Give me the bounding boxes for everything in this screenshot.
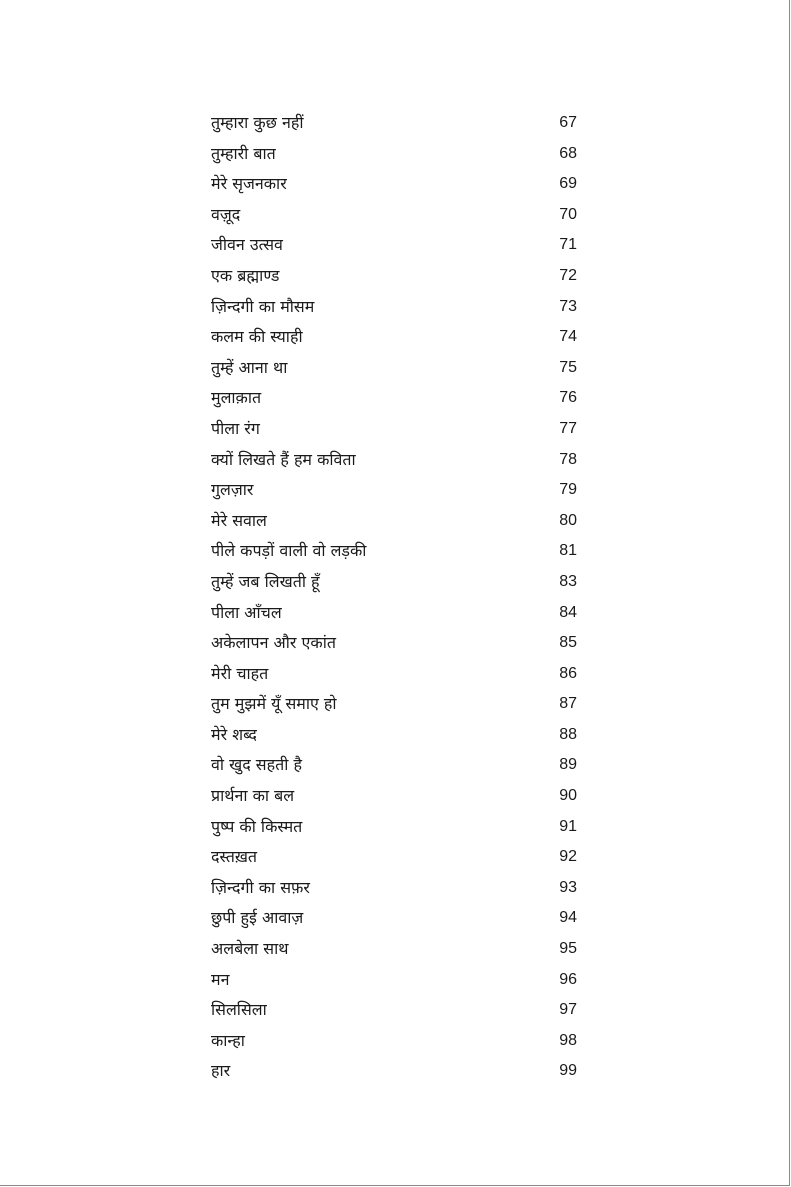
toc-entry [211, 200, 577, 231]
toc-entry [211, 812, 577, 843]
toc-entry-page-number: 75 [559, 358, 577, 376]
toc-entry-title: अकेलापन और एकांत [211, 633, 336, 653]
toc-entry [211, 383, 577, 414]
toc-entry [211, 322, 577, 353]
toc-entry-title: एक ब्रह्माण्ड [211, 265, 280, 285]
toc-entry [211, 995, 577, 1026]
toc-entry [211, 781, 577, 812]
toc-entry [211, 903, 577, 934]
toc-entry-title: तुम्हें आना था [211, 357, 288, 377]
toc-entry-page-number: 70 [559, 205, 577, 223]
toc-entry-page-number: 67 [559, 114, 577, 131]
toc-entry-page-number: 99 [559, 1062, 577, 1080]
toc-entry-page-number: 71 [559, 236, 577, 254]
toc-entry [211, 1026, 577, 1057]
toc-entry-title: दस्तख़त [211, 847, 258, 867]
toc-entry-title: मेरे सृजनकार [211, 174, 287, 194]
toc-entry-page-number: 78 [559, 450, 577, 468]
toc-entry-title: गुलज़ार [211, 480, 254, 500]
toc-entry-title: अलबेला साथ [211, 939, 289, 959]
toc-entry [211, 567, 577, 598]
toc-entry-title: कान्हा [211, 1030, 245, 1050]
toc-entry-title: ज़िन्दगी का मौसम [211, 296, 315, 316]
toc-entry-title: ज़िन्दगी का सफ़र [211, 877, 310, 897]
toc-entry [211, 292, 577, 323]
toc-entry-title: पीला आँचल [211, 602, 282, 622]
toc-entry-title: तुम मुझमें यूँ समाए हो [211, 694, 337, 714]
toc-entry [211, 965, 577, 996]
toc-entry [211, 873, 577, 904]
toc-entry [211, 536, 577, 567]
toc-entry [211, 842, 577, 873]
toc-entry-title: सिलसिला [211, 1000, 267, 1020]
toc-entry [211, 169, 577, 200]
toc-entry-title: मन [211, 969, 230, 989]
toc-entry [211, 750, 577, 781]
toc-entry-page-number: 91 [559, 817, 577, 835]
toc-entry-title: क्यों लिखते हैं हम कविता [211, 449, 356, 469]
toc-entry-title: तुम्हारा कुछ नहीं [211, 113, 304, 132]
toc-entry-title: मेरे सवाल [211, 510, 267, 530]
toc-entry [211, 261, 577, 292]
toc-entry-page-number: 89 [559, 756, 577, 774]
toc-entry-title: मेरे शब्द [211, 724, 257, 744]
toc-entry-page-number: 95 [559, 940, 577, 958]
toc-entry [211, 934, 577, 965]
toc-entry-page-number: 83 [559, 572, 577, 590]
toc-entry [211, 475, 577, 506]
toc-entry-title: हार [211, 1061, 231, 1081]
toc-entry [211, 506, 577, 537]
toc-entry [211, 659, 577, 690]
toc-entry [211, 414, 577, 445]
toc-entry-page-number: 86 [559, 664, 577, 682]
toc-entry-page-number: 98 [559, 1031, 577, 1049]
toc-entry-page-number: 90 [559, 787, 577, 805]
toc-entry-title: वज़ूद [211, 204, 241, 224]
toc-entry [211, 689, 577, 720]
toc-entry-page-number: 92 [559, 848, 577, 866]
toc-entry [211, 445, 577, 476]
toc-entry-title: प्रार्थना का बल [211, 786, 295, 806]
toc-entry-page-number: 97 [559, 1001, 577, 1019]
toc-entry-title: वो खुद सहती है [211, 755, 302, 775]
toc-entry [211, 598, 577, 629]
toc-entry-page-number: 84 [559, 603, 577, 621]
toc-entry-page-number: 88 [559, 725, 577, 743]
toc-entry-title: पीले कपड़ों वाली वो लड़की [211, 541, 367, 561]
toc-entry-page-number: 73 [559, 297, 577, 315]
toc-entry-page-number: 94 [559, 909, 577, 927]
toc-entry-page-number: 72 [559, 266, 577, 284]
toc-entry-page-number: 93 [559, 878, 577, 896]
toc-entry-page-number: 80 [559, 511, 577, 529]
toc-entry-page-number: 79 [559, 481, 577, 499]
toc-entry [211, 720, 577, 751]
toc-entry-title: तुम्हारी बात [211, 143, 276, 163]
toc-entry-page-number: 68 [559, 144, 577, 162]
toc-entry-title: पीला रंग [211, 418, 260, 438]
toc-entry [211, 139, 577, 170]
toc-entry [211, 230, 577, 261]
toc-entry-page-number: 96 [559, 970, 577, 988]
toc-entry-title: तुम्हें जब लिखती हूँ [211, 571, 320, 591]
toc-entry-title: कलम की स्याही [211, 327, 303, 347]
toc-entry-title: छुपी हुई आवाज़ [211, 908, 304, 928]
toc-entry [211, 1056, 577, 1087]
toc-entry-page-number: 85 [559, 634, 577, 652]
toc-entry-title: जीवन उत्सव [211, 235, 283, 255]
toc-entry-title: पुष्प की किस्मत [211, 816, 303, 836]
toc-entry-page-number: 76 [559, 389, 577, 407]
toc-entry-page-number: 81 [559, 542, 577, 560]
toc-entry-page-number: 77 [559, 419, 577, 437]
toc-entry [211, 108, 577, 139]
toc-entry-page-number: 87 [559, 695, 577, 713]
toc-entry-page-number: 69 [559, 175, 577, 193]
toc-entry-title: मुलाक़ात [211, 388, 262, 408]
toc-entry [211, 628, 577, 659]
table-of-contents [211, 108, 577, 1087]
toc-entry-page-number: 74 [559, 328, 577, 346]
toc-entry-title: मेरी चाहत [211, 663, 269, 683]
toc-entry [211, 353, 577, 384]
